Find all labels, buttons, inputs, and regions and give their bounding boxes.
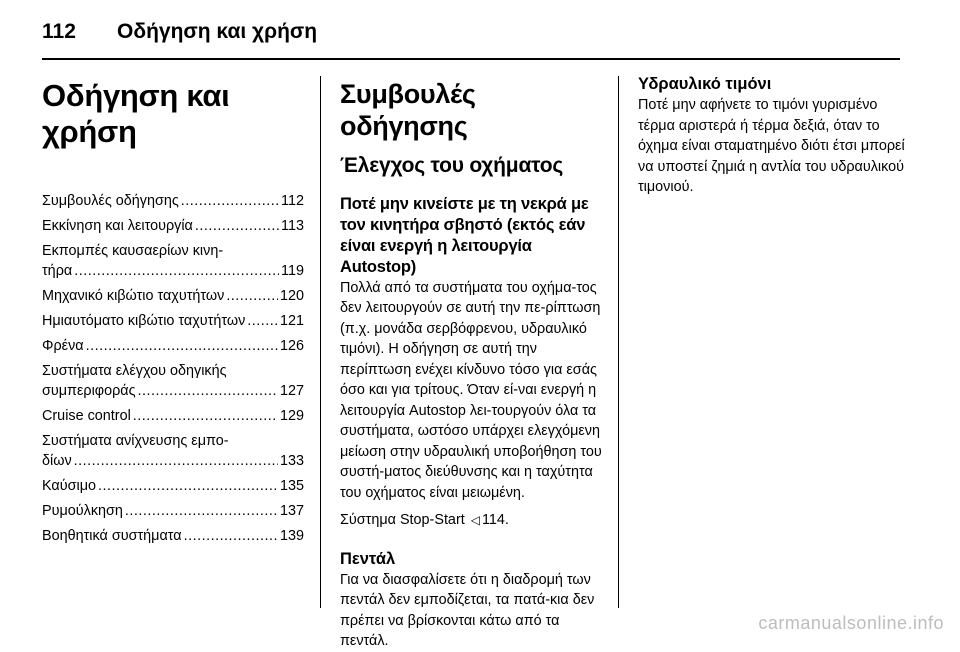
toc-entry-label: Συστήματα ελέγχου οδηγικής bbox=[42, 363, 227, 380]
toc-entry-label: Βοηθητικά συστήματα bbox=[42, 528, 182, 545]
header-rule bbox=[42, 58, 900, 60]
warning-heading: Ποτέ μην κινείστε με τη νεκρά με τον κινητήρα σβηστό (εκτός εάν είναι ενεργή η λειτουργία Autostop) bbox=[340, 194, 589, 276]
toc-entry-page: 113 bbox=[281, 218, 304, 235]
toc-leader-dots bbox=[133, 406, 278, 426]
toc-entry-label: Φρένα bbox=[42, 338, 84, 355]
toc-entry-label: Εκκίνηση και λειτουργία bbox=[42, 218, 193, 235]
toc-entry-label: Cruise control bbox=[42, 408, 131, 425]
steering-column bbox=[638, 70, 908, 198]
steering-heading: Υδραυλικό τιμόνι bbox=[638, 75, 772, 93]
toc-entry[interactable] bbox=[42, 406, 304, 426]
watermark: carmanualsonline.info bbox=[758, 613, 944, 633]
pedals-paragraph: Για να διασφαλίσετε ότι η διαδρομή των πεντάλ δεν εμποδίζεται, τα πατά-κια δεν πρέπει να βρίσκονται κάτω από τα πεντάλ. bbox=[340, 571, 595, 650]
toc-entry[interactable] bbox=[42, 526, 304, 546]
toc-entry-page: 121 bbox=[279, 313, 304, 330]
toc-entry-label: Μηχανικό κιβώτιο ταχυτήτων bbox=[42, 288, 225, 305]
toc-entry[interactable] bbox=[42, 336, 304, 356]
table-of-contents bbox=[42, 191, 304, 546]
toc-entry[interactable] bbox=[42, 476, 304, 496]
reference-page: 114. bbox=[481, 512, 509, 529]
toc-entry-label: δίων bbox=[42, 453, 72, 470]
page-reference-icon: ◁ bbox=[470, 513, 480, 528]
toc-leader-dots bbox=[86, 336, 278, 356]
toc-entry-page: 119 bbox=[281, 263, 304, 280]
toc-entry[interactable] bbox=[42, 286, 304, 306]
running-title: Οδήγηση και χρήση bbox=[117, 20, 318, 43]
toc-entry-label: Ημιαυτόματο κιβώτιο ταχυτήτων bbox=[42, 313, 246, 330]
toc-entry-page: 120 bbox=[279, 288, 304, 305]
toc-entry-label: τήρα bbox=[42, 263, 73, 280]
toc-entry-label: συμπεριφοράς bbox=[42, 383, 136, 400]
column-divider bbox=[618, 76, 619, 608]
toc-entry[interactable] bbox=[42, 361, 304, 401]
section-column bbox=[340, 70, 602, 652]
chapter-title: Οδήγηση και χρήση bbox=[42, 78, 230, 149]
chapter-column bbox=[42, 70, 304, 551]
toc-leader-dots bbox=[195, 216, 279, 236]
toc-entry-page: 133 bbox=[279, 453, 304, 470]
toc-leader-dots bbox=[226, 286, 278, 306]
toc-entry-page: 127 bbox=[279, 383, 304, 400]
toc-entry[interactable] bbox=[42, 501, 304, 521]
cross-reference[interactable] bbox=[340, 510, 602, 531]
toc-entry-label: Καύσιμο bbox=[42, 478, 96, 495]
toc-entry-page: 135 bbox=[279, 478, 304, 495]
toc-entry-label: Συστήματα ανίχνευσης εμπο- bbox=[42, 433, 229, 450]
toc-entry-page: 139 bbox=[279, 528, 304, 545]
page-number: 112 bbox=[42, 20, 76, 43]
toc-leader-dots bbox=[247, 311, 278, 331]
toc-entry-label: Ρυμούλκηση bbox=[42, 503, 123, 520]
toc-entry-label: Συμβουλές οδήγησης bbox=[42, 193, 179, 210]
column-divider bbox=[320, 76, 321, 608]
toc-leader-dots bbox=[125, 501, 278, 521]
section-subtitle: Έλεγχος του οχήματος bbox=[340, 153, 564, 177]
reference-text: Σύστημα Stop-Start bbox=[340, 512, 465, 529]
toc-leader-dots bbox=[74, 261, 279, 281]
toc-entry-page: 112 bbox=[281, 193, 304, 210]
steering-paragraph: Ποτέ μην αφήνετε το τιμόνι γυρισμένο τέρμα αριστερά ή τέρμα δεξιά, όταν το όχημα είναι σταματημένο διότι έτσι μπορεί να υποστεί ζημιά η αντλία του υδραυλικού τιμονιού. bbox=[638, 97, 905, 195]
toc-entry-label: Εκπομπές καυσαερίων κινη- bbox=[42, 243, 224, 260]
page-header bbox=[42, 16, 900, 60]
toc-leader-dots bbox=[74, 451, 278, 471]
toc-leader-dots bbox=[181, 191, 279, 211]
toc-entry-page: 126 bbox=[279, 338, 304, 355]
toc-leader-dots bbox=[138, 381, 278, 401]
toc-leader-dots bbox=[98, 476, 278, 496]
toc-entry[interactable] bbox=[42, 311, 304, 331]
toc-leader-dots bbox=[184, 526, 278, 546]
toc-entry-page: 137 bbox=[279, 503, 304, 520]
toc-entry[interactable] bbox=[42, 216, 304, 236]
toc-entry-page: 129 bbox=[279, 408, 304, 425]
pedals-heading: Πεντάλ bbox=[340, 549, 396, 568]
toc-entry[interactable] bbox=[42, 241, 304, 281]
section-title: Συμβουλές οδήγησης bbox=[340, 79, 476, 142]
toc-entry[interactable] bbox=[42, 191, 304, 211]
toc-entry[interactable] bbox=[42, 431, 304, 471]
body-paragraph: Πολλά από τα συστήματα του οχήμα-τος δεν λειτουργούν σε αυτή την πε-ρίπτωση (π.χ. μονάδα σερβόφρενου, υδραυλικό τιμόνι). Η οδήγηση σε αυτή την περίπτωση ενέχει κίνδυνο τόσο για εσάς όσο και για τρίτους. Όταν εί-ναι ενεργή η λειτουργία Autostop λει-τουργούν όλα τα συστήματα, ωστόσο υπάρχει ελεγχόμενη μείωση στην υδραυλική υποβοήθηση του συστή-ματος διεύθυνσης και η ταχύτητα του οχήματος είναι μειωμένη. bbox=[340, 279, 602, 501]
